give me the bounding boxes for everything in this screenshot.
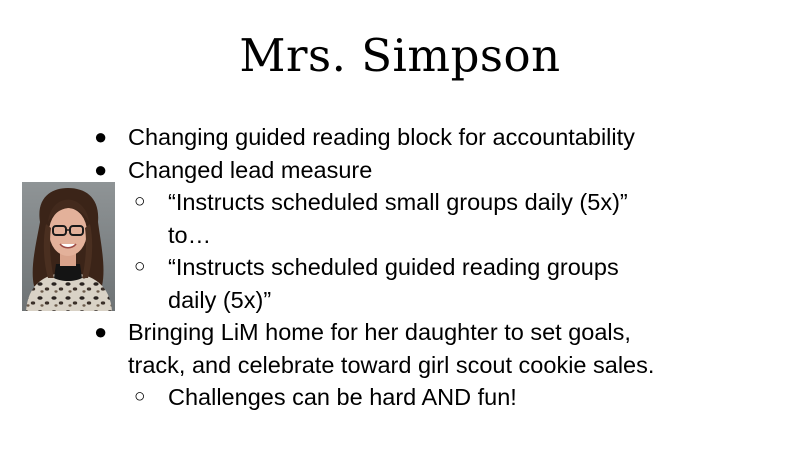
- bullet-item-lim-home: [90, 316, 790, 381]
- sub-bullet-text: Challenges can be hard AND fun!: [168, 384, 517, 410]
- bullet-list: [90, 121, 790, 414]
- sub-bullet-challenges: [90, 381, 790, 414]
- sub-bullet-marker: ○: [134, 191, 146, 212]
- sub-bullet-text: “Instructs scheduled guided reading groups: [168, 254, 619, 280]
- bullet-text: track, and celebrate toward girl scout cookie sales.: [128, 351, 655, 378]
- bullet-item-changed-lead-measure: [90, 154, 790, 187]
- bullet-marker: ●: [94, 124, 108, 149]
- sub-bullet-text: daily (5x)”: [168, 286, 272, 313]
- bullet-marker: ●: [94, 319, 108, 344]
- bullet-text: Changing guided reading block for accountability: [128, 124, 635, 150]
- sub-bullet-guided-reading-groups: [90, 251, 790, 316]
- slide-title: Mrs. Simpson: [239, 29, 561, 82]
- bullet-text: Bringing LiM home for her daughter to set goals,: [128, 319, 631, 345]
- sub-bullet-text: to…: [168, 221, 212, 248]
- sub-bullet-small-groups: [90, 186, 790, 251]
- bullet-text: Changed lead measure: [128, 156, 373, 183]
- bullet-item-guided-reading-block: [90, 121, 790, 154]
- sub-bullet-marker: ○: [134, 256, 146, 277]
- bullet-marker: ●: [94, 156, 108, 182]
- sub-bullet-text: “Instructs scheduled small groups daily (5x)”: [168, 189, 628, 215]
- sub-bullet-marker: ○: [134, 386, 146, 407]
